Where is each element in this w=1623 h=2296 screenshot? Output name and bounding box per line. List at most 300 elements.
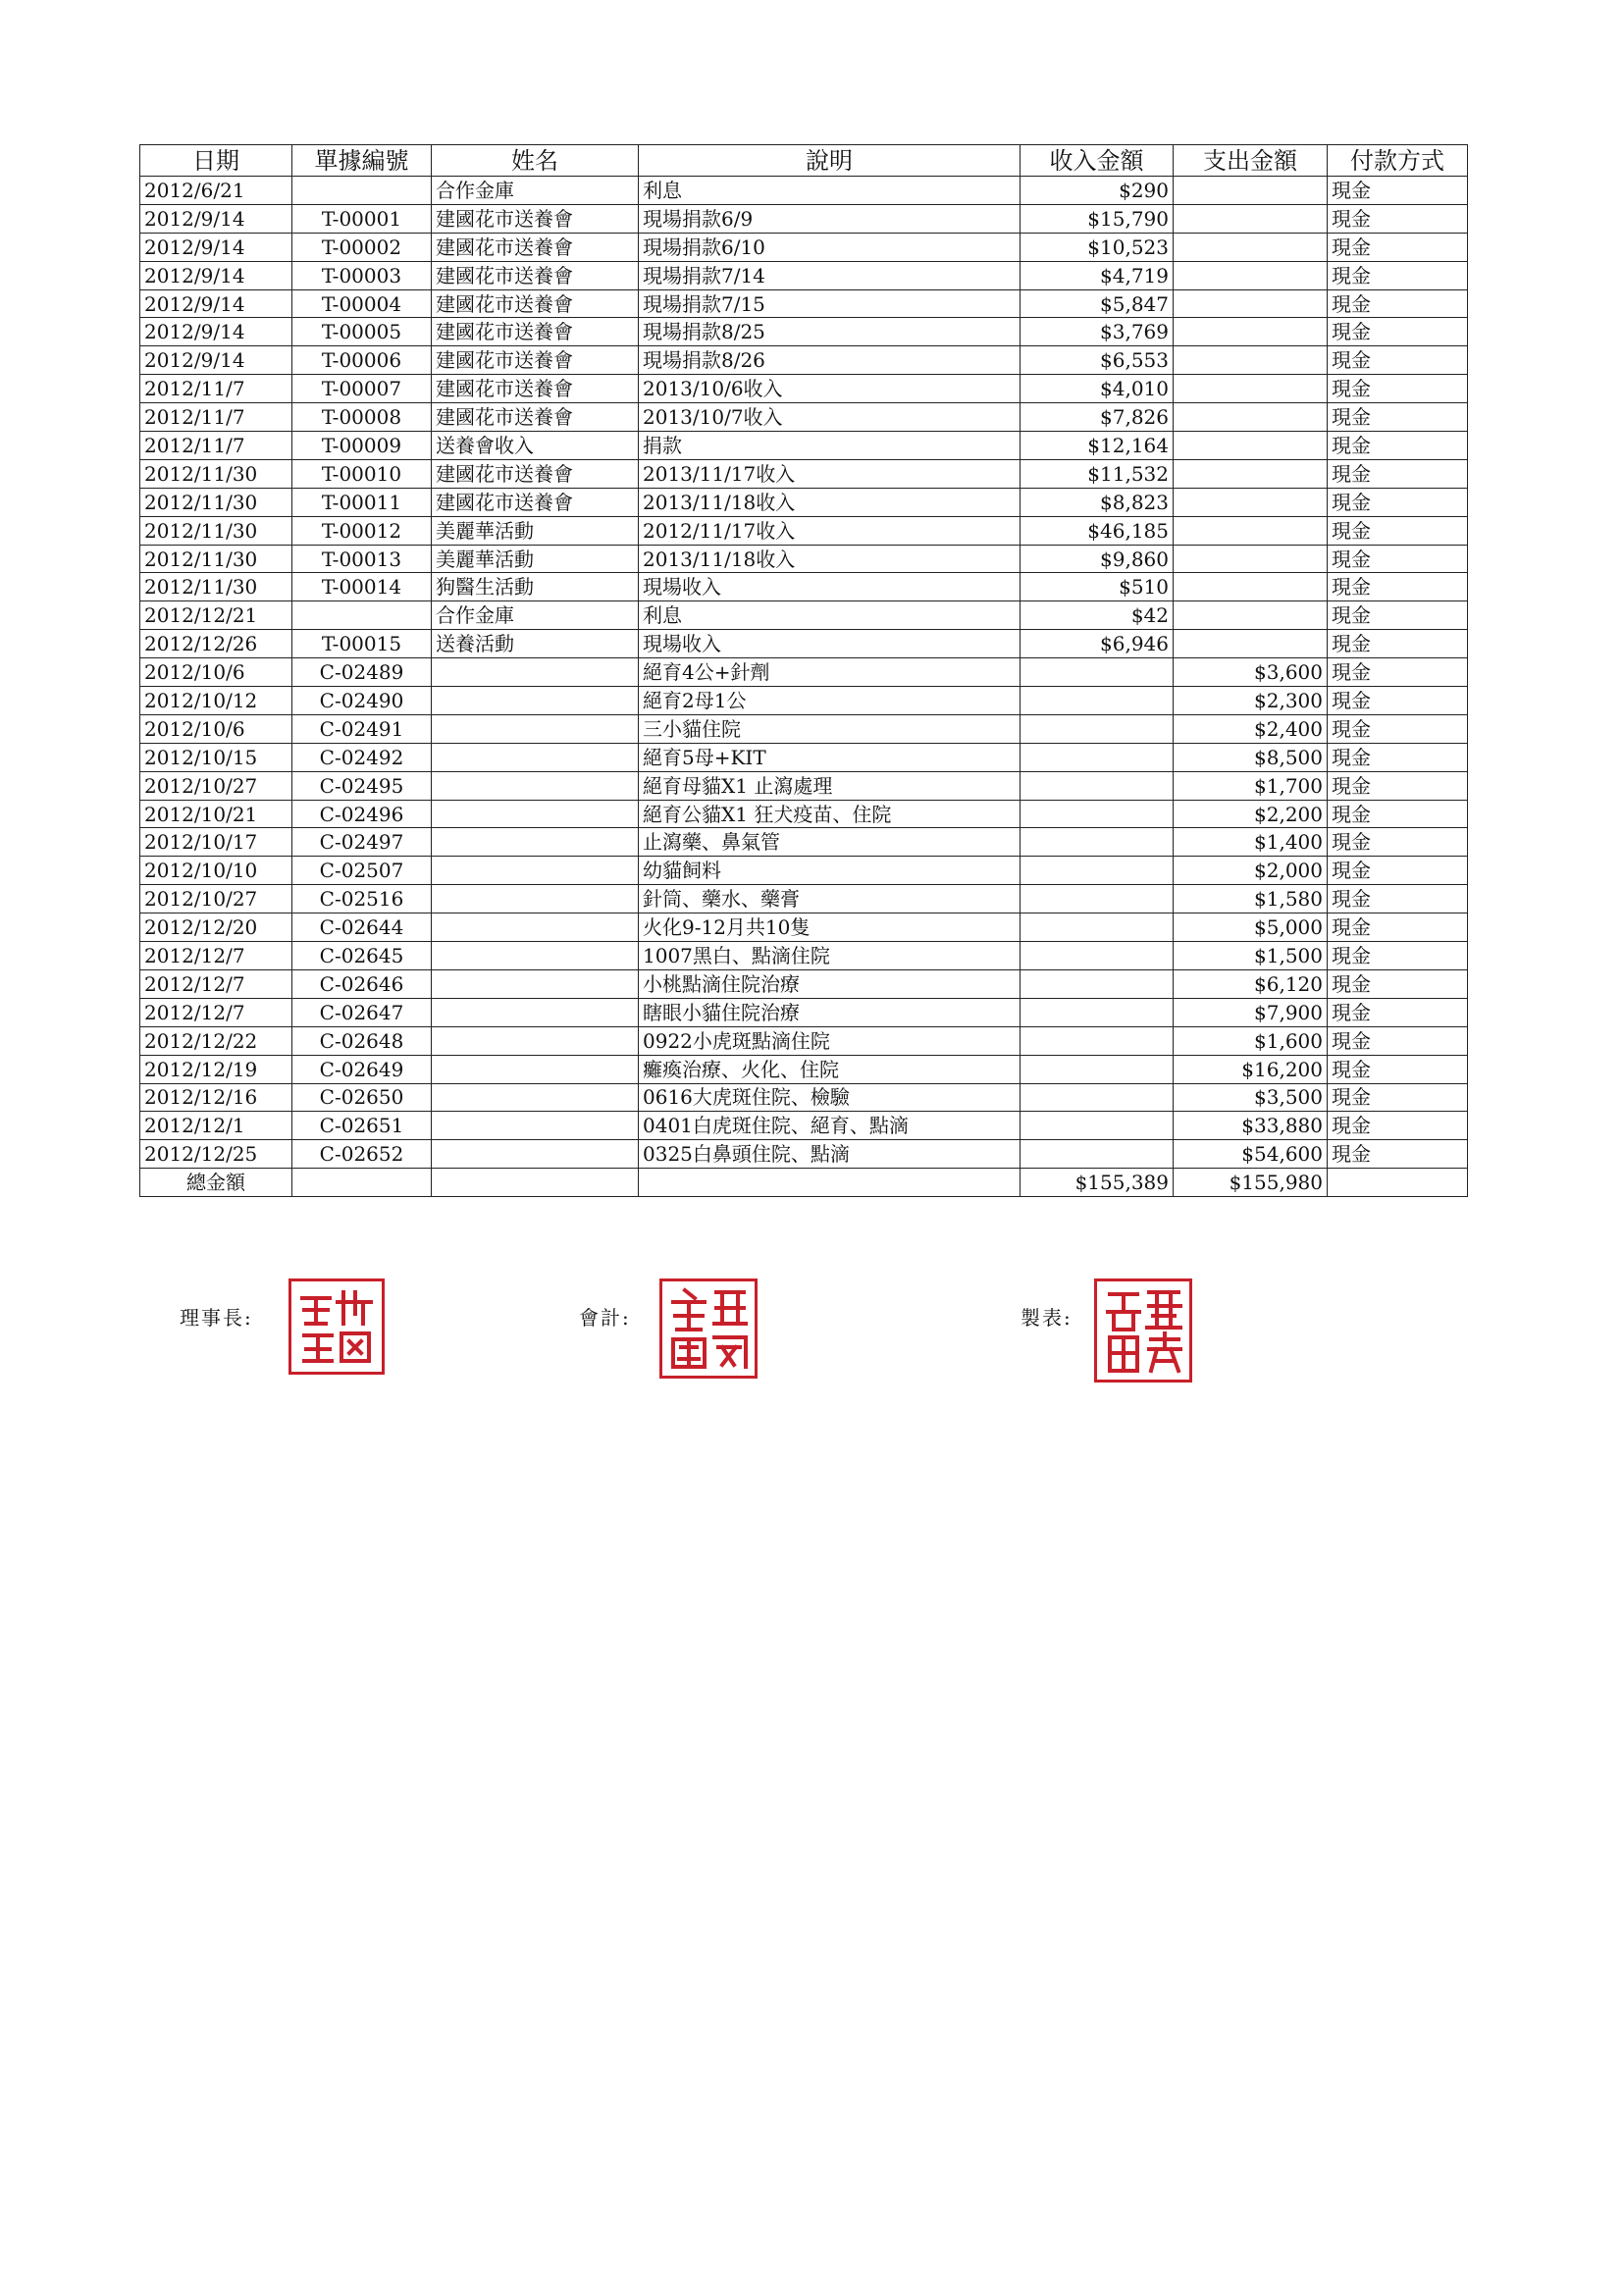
table-row bbox=[140, 687, 1468, 715]
cell-income bbox=[1021, 828, 1174, 857]
cell-name: 建國花市送養會 bbox=[432, 261, 639, 289]
cell-doc-number: T-00011 bbox=[292, 488, 432, 516]
cell-doc-number: C-02490 bbox=[292, 687, 432, 715]
cell-expense: $5,000 bbox=[1174, 913, 1328, 942]
table-row bbox=[140, 261, 1468, 289]
cell-name bbox=[432, 1026, 639, 1055]
cell-date: 2012/10/15 bbox=[140, 743, 292, 771]
cell-payment-method: 現金 bbox=[1328, 261, 1468, 289]
cell-expense bbox=[1174, 403, 1328, 432]
cell-expense: $1,580 bbox=[1174, 885, 1328, 913]
cell-doc-number: T-00002 bbox=[292, 233, 432, 261]
total-empty-cell bbox=[639, 1169, 1021, 1197]
cell-name bbox=[432, 800, 639, 828]
cell-doc-number bbox=[292, 601, 432, 630]
cell-doc-number: C-02652 bbox=[292, 1140, 432, 1169]
header-date: 日期 bbox=[140, 145, 292, 177]
cell-income bbox=[1021, 942, 1174, 970]
cell-income bbox=[1021, 998, 1174, 1026]
cell-name bbox=[432, 913, 639, 942]
cell-name bbox=[432, 771, 639, 800]
cell-expense: $1,400 bbox=[1174, 828, 1328, 857]
table-row bbox=[140, 1055, 1468, 1083]
chairman-seal bbox=[288, 1278, 385, 1375]
table-row bbox=[140, 800, 1468, 828]
cell-income: $6,946 bbox=[1021, 630, 1174, 658]
cell-description: 0401白虎斑住院、絕育、點滴 bbox=[639, 1112, 1021, 1140]
cell-description: 2013/10/7收入 bbox=[639, 403, 1021, 432]
cell-expense: $33,880 bbox=[1174, 1112, 1328, 1140]
cell-expense: $7,900 bbox=[1174, 998, 1328, 1026]
cell-description: 現場捐款8/25 bbox=[639, 318, 1021, 346]
cell-doc-number: C-02491 bbox=[292, 714, 432, 743]
header-description: 說明 bbox=[639, 145, 1021, 177]
cell-date: 2012/6/21 bbox=[140, 177, 292, 205]
preparer-seal bbox=[1094, 1278, 1192, 1383]
cell-name bbox=[432, 714, 639, 743]
cell-date: 2012/10/6 bbox=[140, 714, 292, 743]
cell-payment-method: 現金 bbox=[1328, 1112, 1468, 1140]
table-row bbox=[140, 630, 1468, 658]
cell-name: 建國花市送養會 bbox=[432, 204, 639, 233]
cell-income bbox=[1021, 658, 1174, 687]
cell-doc-number: C-02495 bbox=[292, 771, 432, 800]
cell-name: 建國花市送養會 bbox=[432, 318, 639, 346]
cell-description: 現場捐款7/15 bbox=[639, 289, 1021, 318]
cell-name bbox=[432, 658, 639, 687]
cell-doc-number: T-00013 bbox=[292, 545, 432, 573]
cell-expense bbox=[1174, 204, 1328, 233]
cell-payment-method: 現金 bbox=[1328, 714, 1468, 743]
header-row bbox=[140, 145, 1468, 177]
cell-income bbox=[1021, 1055, 1174, 1083]
table-row bbox=[140, 289, 1468, 318]
table-row bbox=[140, 913, 1468, 942]
table-row bbox=[140, 432, 1468, 460]
cell-description: 癱瘓治療、火化、住院 bbox=[639, 1055, 1021, 1083]
cell-expense bbox=[1174, 375, 1328, 403]
table-row bbox=[140, 1026, 1468, 1055]
cell-expense: $1,700 bbox=[1174, 771, 1328, 800]
total-income: $155,389 bbox=[1021, 1169, 1174, 1197]
cell-name: 建國花市送養會 bbox=[432, 233, 639, 261]
cell-description: 小桃點滴住院治療 bbox=[639, 969, 1021, 998]
cell-description: 2013/10/6收入 bbox=[639, 375, 1021, 403]
cell-income: $46,185 bbox=[1021, 516, 1174, 545]
cell-income bbox=[1021, 743, 1174, 771]
cell-name: 合作金庫 bbox=[432, 177, 639, 205]
cell-income bbox=[1021, 913, 1174, 942]
cell-date: 2012/12/1 bbox=[140, 1112, 292, 1140]
table-row bbox=[140, 1083, 1468, 1112]
table-row bbox=[140, 459, 1468, 488]
cell-income: $12,164 bbox=[1021, 432, 1174, 460]
cell-income bbox=[1021, 771, 1174, 800]
cell-income: $8,823 bbox=[1021, 488, 1174, 516]
header-doc-number: 單據編號 bbox=[292, 145, 432, 177]
total-empty-cell bbox=[1328, 1169, 1468, 1197]
cell-payment-method: 現金 bbox=[1328, 318, 1468, 346]
cell-date: 2012/10/17 bbox=[140, 828, 292, 857]
cell-doc-number: T-00008 bbox=[292, 403, 432, 432]
cell-description: 現場捐款6/9 bbox=[639, 204, 1021, 233]
cell-expense bbox=[1174, 488, 1328, 516]
cell-income bbox=[1021, 800, 1174, 828]
cell-income bbox=[1021, 714, 1174, 743]
cell-income bbox=[1021, 1083, 1174, 1112]
cell-income: $4,010 bbox=[1021, 375, 1174, 403]
cell-income bbox=[1021, 687, 1174, 715]
cell-payment-method: 現金 bbox=[1328, 488, 1468, 516]
table-row bbox=[140, 346, 1468, 375]
cell-name bbox=[432, 942, 639, 970]
cell-payment-method: 現金 bbox=[1328, 1140, 1468, 1169]
cell-expense: $1,500 bbox=[1174, 942, 1328, 970]
cell-doc-number: T-00003 bbox=[292, 261, 432, 289]
cell-date: 2012/10/6 bbox=[140, 658, 292, 687]
table-row bbox=[140, 403, 1468, 432]
cell-income: $9,860 bbox=[1021, 545, 1174, 573]
cell-doc-number: T-00005 bbox=[292, 318, 432, 346]
cell-description: 2012/11/17收入 bbox=[639, 516, 1021, 545]
cell-doc-number: T-00015 bbox=[292, 630, 432, 658]
cell-income: $510 bbox=[1021, 573, 1174, 601]
cell-name: 美麗華活動 bbox=[432, 516, 639, 545]
cell-doc-number: T-00006 bbox=[292, 346, 432, 375]
cell-date: 2012/10/21 bbox=[140, 800, 292, 828]
cell-description: 現場捐款8/26 bbox=[639, 346, 1021, 375]
cell-payment-method: 現金 bbox=[1328, 743, 1468, 771]
table-row bbox=[140, 998, 1468, 1026]
cell-expense bbox=[1174, 573, 1328, 601]
cell-payment-method: 現金 bbox=[1328, 1026, 1468, 1055]
table-row bbox=[140, 573, 1468, 601]
cell-payment-method: 現金 bbox=[1328, 375, 1468, 403]
cell-description: 0616大虎斑住院、檢驗 bbox=[639, 1083, 1021, 1112]
cell-doc-number: C-02497 bbox=[292, 828, 432, 857]
cell-description: 2013/11/17收入 bbox=[639, 459, 1021, 488]
cell-expense bbox=[1174, 545, 1328, 573]
cell-name: 建國花市送養會 bbox=[432, 375, 639, 403]
total-empty-cell bbox=[432, 1169, 639, 1197]
total-row bbox=[140, 1169, 1468, 1197]
cell-name bbox=[432, 1055, 639, 1083]
cell-doc-number: C-02489 bbox=[292, 658, 432, 687]
table-row bbox=[140, 375, 1468, 403]
cell-income bbox=[1021, 1112, 1174, 1140]
table-row bbox=[140, 714, 1468, 743]
cell-name bbox=[432, 743, 639, 771]
cell-payment-method: 現金 bbox=[1328, 630, 1468, 658]
cell-name: 送養活動 bbox=[432, 630, 639, 658]
cell-description: 0325白鼻頭住院、點滴 bbox=[639, 1140, 1021, 1169]
cell-payment-method: 現金 bbox=[1328, 771, 1468, 800]
cell-payment-method: 現金 bbox=[1328, 828, 1468, 857]
header-income: 收入金額 bbox=[1021, 145, 1174, 177]
cell-date: 2012/10/27 bbox=[140, 885, 292, 913]
cell-doc-number: C-02650 bbox=[292, 1083, 432, 1112]
cell-payment-method: 現金 bbox=[1328, 913, 1468, 942]
table-row bbox=[140, 771, 1468, 800]
cell-payment-method: 現金 bbox=[1328, 459, 1468, 488]
cell-income: $290 bbox=[1021, 177, 1174, 205]
cell-date: 2012/12/7 bbox=[140, 942, 292, 970]
cell-date: 2012/11/7 bbox=[140, 432, 292, 460]
cell-date: 2012/12/7 bbox=[140, 998, 292, 1026]
cell-expense: $3,500 bbox=[1174, 1083, 1328, 1112]
cell-name bbox=[432, 687, 639, 715]
cell-description: 2013/11/18收入 bbox=[639, 545, 1021, 573]
table-row bbox=[140, 885, 1468, 913]
cell-date: 2012/9/14 bbox=[140, 261, 292, 289]
cell-doc-number: T-00004 bbox=[292, 289, 432, 318]
cell-name bbox=[432, 969, 639, 998]
table-row bbox=[140, 488, 1468, 516]
cell-expense: $2,300 bbox=[1174, 687, 1328, 715]
cell-name: 送養會收入 bbox=[432, 432, 639, 460]
cell-doc-number: C-02516 bbox=[292, 885, 432, 913]
cell-expense bbox=[1174, 289, 1328, 318]
cell-description: 0922小虎斑點滴住院 bbox=[639, 1026, 1021, 1055]
table-row bbox=[140, 969, 1468, 998]
cell-expense: $2,200 bbox=[1174, 800, 1328, 828]
cell-expense bbox=[1174, 346, 1328, 375]
cell-payment-method: 現金 bbox=[1328, 1083, 1468, 1112]
cell-expense: $54,600 bbox=[1174, 1140, 1328, 1169]
cell-date: 2012/12/21 bbox=[140, 601, 292, 630]
cell-expense: $16,200 bbox=[1174, 1055, 1328, 1083]
cell-payment-method: 現金 bbox=[1328, 346, 1468, 375]
cell-income: $42 bbox=[1021, 601, 1174, 630]
cell-income: $4,719 bbox=[1021, 261, 1174, 289]
cell-expense bbox=[1174, 261, 1328, 289]
cell-payment-method: 現金 bbox=[1328, 177, 1468, 205]
cell-doc-number: T-00012 bbox=[292, 516, 432, 545]
table-row bbox=[140, 204, 1468, 233]
cell-description: 1007黑白、點滴住院 bbox=[639, 942, 1021, 970]
cell-description: 現場收入 bbox=[639, 630, 1021, 658]
cell-description: 絕育母貓X1 止瀉處理 bbox=[639, 771, 1021, 800]
table-row bbox=[140, 1112, 1468, 1140]
table-row bbox=[140, 942, 1468, 970]
cell-description: 利息 bbox=[639, 177, 1021, 205]
table-row bbox=[140, 857, 1468, 885]
cell-description: 止瀉藥、鼻氣管 bbox=[639, 828, 1021, 857]
cell-doc-number: C-02651 bbox=[292, 1112, 432, 1140]
cell-payment-method: 現金 bbox=[1328, 885, 1468, 913]
cell-name: 美麗華活動 bbox=[432, 545, 639, 573]
preparer-seal-glyphs bbox=[1100, 1284, 1186, 1377]
preparer-label: 製表: bbox=[1021, 1306, 1073, 1330]
table-row bbox=[140, 177, 1468, 205]
cell-income bbox=[1021, 1140, 1174, 1169]
cell-name bbox=[432, 1083, 639, 1112]
table-row bbox=[140, 828, 1468, 857]
cell-description: 現場捐款6/10 bbox=[639, 233, 1021, 261]
cell-expense: $6,120 bbox=[1174, 969, 1328, 998]
cell-date: 2012/10/10 bbox=[140, 857, 292, 885]
cell-description: 絕育公貓X1 狂犬疫苗、住院 bbox=[639, 800, 1021, 828]
accountant-seal-glyphs bbox=[665, 1284, 752, 1373]
cell-date: 2012/12/16 bbox=[140, 1083, 292, 1112]
cell-payment-method: 現金 bbox=[1328, 857, 1468, 885]
cell-expense: $1,600 bbox=[1174, 1026, 1328, 1055]
cell-doc-number: C-02645 bbox=[292, 942, 432, 970]
cell-name: 建國花市送養會 bbox=[432, 488, 639, 516]
cell-name: 建國花市送養會 bbox=[432, 346, 639, 375]
cell-doc-number: T-00007 bbox=[292, 375, 432, 403]
cell-description: 利息 bbox=[639, 601, 1021, 630]
cell-payment-method: 現金 bbox=[1328, 601, 1468, 630]
cell-doc-number: T-00014 bbox=[292, 573, 432, 601]
table-row bbox=[140, 1140, 1468, 1169]
cell-name: 建國花市送養會 bbox=[432, 459, 639, 488]
cell-payment-method: 現金 bbox=[1328, 403, 1468, 432]
header-expense: 支出金額 bbox=[1174, 145, 1328, 177]
cell-expense bbox=[1174, 459, 1328, 488]
cell-payment-method: 現金 bbox=[1328, 545, 1468, 573]
cell-description: 火化9-12月共10隻 bbox=[639, 913, 1021, 942]
cell-income: $7,826 bbox=[1021, 403, 1174, 432]
cell-doc-number: C-02507 bbox=[292, 857, 432, 885]
cell-date: 2012/12/26 bbox=[140, 630, 292, 658]
cell-expense bbox=[1174, 516, 1328, 545]
cell-payment-method: 現金 bbox=[1328, 204, 1468, 233]
cell-doc-number: C-02649 bbox=[292, 1055, 432, 1083]
cell-doc-number: C-02644 bbox=[292, 913, 432, 942]
cell-expense bbox=[1174, 601, 1328, 630]
total-expense: $155,980 bbox=[1174, 1169, 1328, 1197]
cell-doc-number: T-00010 bbox=[292, 459, 432, 488]
cell-income: $5,847 bbox=[1021, 289, 1174, 318]
cell-name bbox=[432, 1112, 639, 1140]
cell-date: 2012/11/30 bbox=[140, 545, 292, 573]
cell-name bbox=[432, 998, 639, 1026]
cell-expense bbox=[1174, 432, 1328, 460]
cell-date: 2012/9/14 bbox=[140, 233, 292, 261]
cell-income: $3,769 bbox=[1021, 318, 1174, 346]
cell-payment-method: 現金 bbox=[1328, 573, 1468, 601]
cell-payment-method: 現金 bbox=[1328, 289, 1468, 318]
cell-payment-method: 現金 bbox=[1328, 800, 1468, 828]
cell-date: 2012/11/30 bbox=[140, 516, 292, 545]
cell-income bbox=[1021, 885, 1174, 913]
cell-description: 絕育5母+KIT bbox=[639, 743, 1021, 771]
cell-name: 合作金庫 bbox=[432, 601, 639, 630]
cell-date: 2012/12/25 bbox=[140, 1140, 292, 1169]
cell-payment-method: 現金 bbox=[1328, 1055, 1468, 1083]
chairman-seal-glyphs bbox=[294, 1284, 379, 1369]
cell-payment-method: 現金 bbox=[1328, 687, 1468, 715]
cell-expense bbox=[1174, 177, 1328, 205]
cell-date: 2012/12/7 bbox=[140, 969, 292, 998]
cell-name bbox=[432, 857, 639, 885]
cell-income: $15,790 bbox=[1021, 204, 1174, 233]
cell-expense: $3,600 bbox=[1174, 658, 1328, 687]
cell-payment-method: 現金 bbox=[1328, 516, 1468, 545]
cell-date: 2012/9/14 bbox=[140, 346, 292, 375]
cell-date: 2012/9/14 bbox=[140, 204, 292, 233]
cell-expense bbox=[1174, 630, 1328, 658]
cell-payment-method: 現金 bbox=[1328, 233, 1468, 261]
cell-income bbox=[1021, 969, 1174, 998]
cell-description: 瞎眼小貓住院治療 bbox=[639, 998, 1021, 1026]
cell-description: 現場收入 bbox=[639, 573, 1021, 601]
cell-description: 現場捐款7/14 bbox=[639, 261, 1021, 289]
cell-doc-number: T-00009 bbox=[292, 432, 432, 460]
cell-expense bbox=[1174, 318, 1328, 346]
cell-income: $11,532 bbox=[1021, 459, 1174, 488]
table-row bbox=[140, 516, 1468, 545]
cell-name: 建國花市送養會 bbox=[432, 403, 639, 432]
cell-name bbox=[432, 828, 639, 857]
cell-description: 三小貓住院 bbox=[639, 714, 1021, 743]
cell-income: $10,523 bbox=[1021, 233, 1174, 261]
cell-income: $6,553 bbox=[1021, 346, 1174, 375]
cell-income bbox=[1021, 1026, 1174, 1055]
cell-doc-number: C-02647 bbox=[292, 998, 432, 1026]
cell-payment-method: 現金 bbox=[1328, 942, 1468, 970]
cell-expense bbox=[1174, 233, 1328, 261]
table-row bbox=[140, 545, 1468, 573]
cell-date: 2012/9/14 bbox=[140, 289, 292, 318]
table-row bbox=[140, 658, 1468, 687]
cell-doc-number: C-02646 bbox=[292, 969, 432, 998]
cell-description: 2013/11/18收入 bbox=[639, 488, 1021, 516]
cell-description: 絕育2母1公 bbox=[639, 687, 1021, 715]
cell-expense: $2,400 bbox=[1174, 714, 1328, 743]
cell-name bbox=[432, 1140, 639, 1169]
table-row bbox=[140, 601, 1468, 630]
cell-date: 2012/11/7 bbox=[140, 375, 292, 403]
table-row bbox=[140, 233, 1468, 261]
total-empty-cell bbox=[292, 1169, 432, 1197]
cell-name: 建國花市送養會 bbox=[432, 289, 639, 318]
table-row bbox=[140, 318, 1468, 346]
cell-payment-method: 現金 bbox=[1328, 998, 1468, 1026]
chairman-label: 理事長: bbox=[180, 1306, 253, 1330]
cell-name: 狗醫生活動 bbox=[432, 573, 639, 601]
cell-date: 2012/11/30 bbox=[140, 459, 292, 488]
cell-date: 2012/9/14 bbox=[140, 318, 292, 346]
total-label: 總金額 bbox=[140, 1169, 292, 1197]
header-name: 姓名 bbox=[432, 145, 639, 177]
cell-payment-method: 現金 bbox=[1328, 432, 1468, 460]
cell-date: 2012/11/30 bbox=[140, 488, 292, 516]
cell-expense: $2,000 bbox=[1174, 857, 1328, 885]
cell-date: 2012/10/27 bbox=[140, 771, 292, 800]
table-row bbox=[140, 743, 1468, 771]
cell-doc-number: T-00001 bbox=[292, 204, 432, 233]
ledger-table bbox=[139, 144, 1468, 1197]
cell-doc-number: C-02496 bbox=[292, 800, 432, 828]
cell-description: 絕育4公+針劑 bbox=[639, 658, 1021, 687]
accountant-label: 會計: bbox=[579, 1306, 631, 1330]
cell-payment-method: 現金 bbox=[1328, 658, 1468, 687]
cell-date: 2012/12/19 bbox=[140, 1055, 292, 1083]
cell-date: 2012/11/7 bbox=[140, 403, 292, 432]
cell-doc-number: C-02492 bbox=[292, 743, 432, 771]
cell-name bbox=[432, 885, 639, 913]
cell-description: 捐款 bbox=[639, 432, 1021, 460]
cell-doc-number bbox=[292, 177, 432, 205]
cell-income bbox=[1021, 857, 1174, 885]
header-payment-method: 付款方式 bbox=[1328, 145, 1468, 177]
cell-description: 針筒、藥水、藥膏 bbox=[639, 885, 1021, 913]
cell-date: 2012/12/22 bbox=[140, 1026, 292, 1055]
cell-description: 幼貓飼料 bbox=[639, 857, 1021, 885]
cell-expense: $8,500 bbox=[1174, 743, 1328, 771]
